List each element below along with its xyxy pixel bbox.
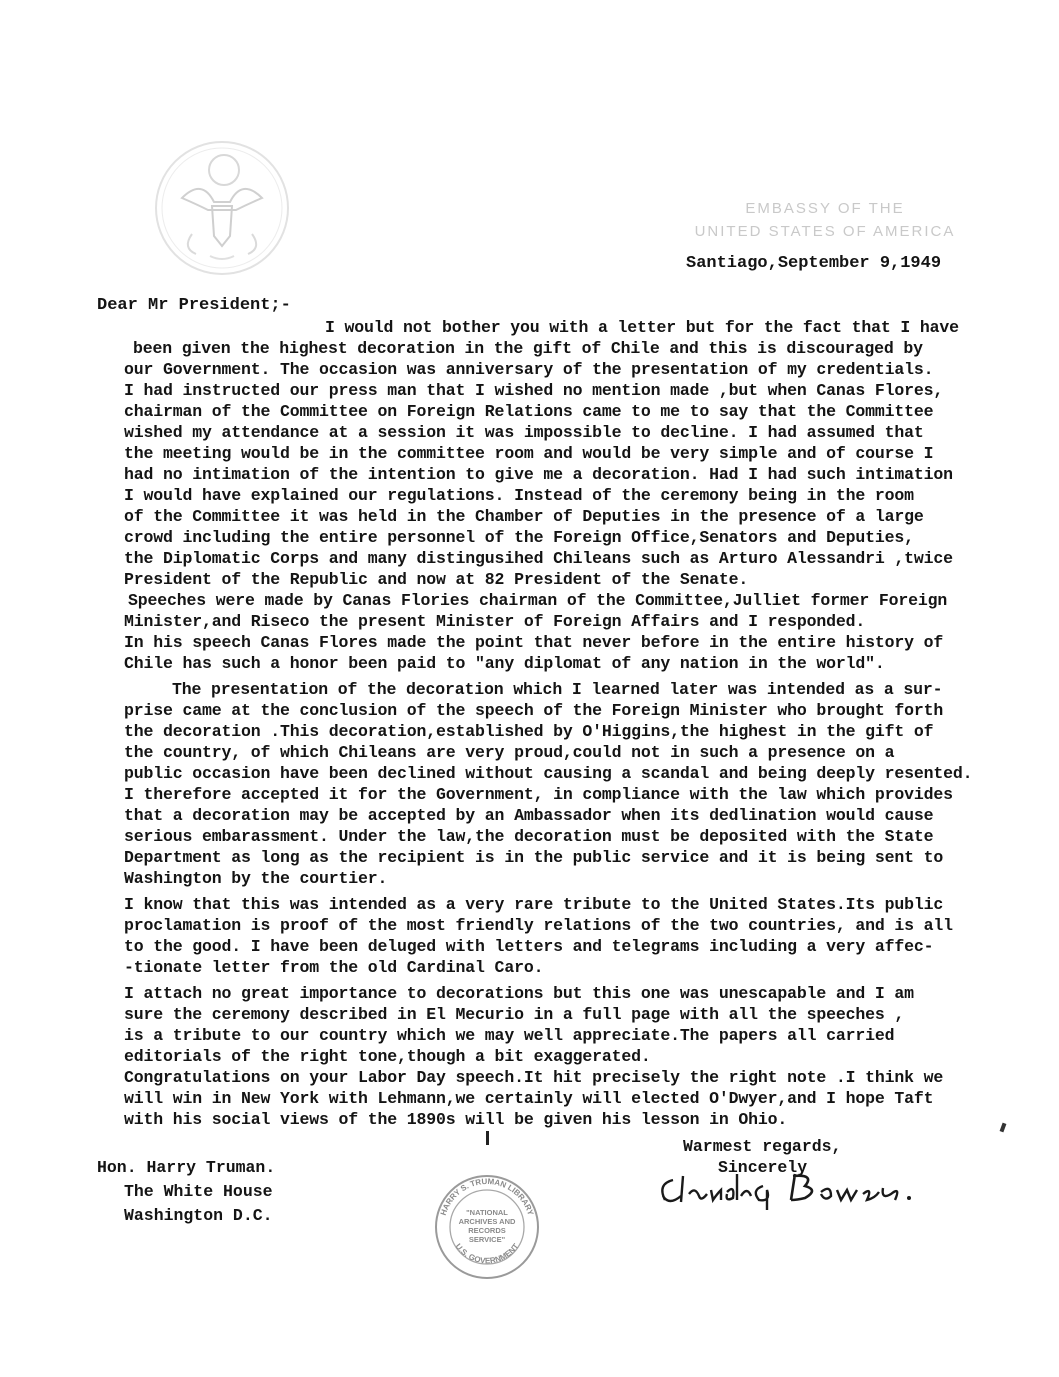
closing-sincerely: Sincerely: [718, 1158, 808, 1177]
body-line: I would not bother you with a letter but for the fact that I have: [325, 318, 959, 337]
body-line: to the good. I have been deluged with letters and telegrams including a very affec-: [124, 937, 934, 956]
body-line: Speeches were made by Canas Flories chairman of the Committee,Julliet former Foreign: [128, 591, 948, 610]
body-line: the decoration .This decoration,established by O'Higgins,the highest in the gift of: [124, 722, 934, 741]
body-line: Chile has such a honor been paid to "any diplomat of any nation in the world".: [124, 654, 885, 673]
stamp-top-text: HARRY S. TRUMAN LIBRARY: [438, 1176, 536, 1217]
body-line: with his social views of the 1890s will be given his lesson in Ohio.: [124, 1110, 788, 1129]
body-line: I attach no great importance to decorations but this one was unescapable and I am: [124, 984, 914, 1003]
stamp-bottom-text: U.S. GOVERNMENT: [453, 1241, 521, 1266]
stamp-center-text: "NATIONAL ARCHIVES AND RECORDS SERVICE": [458, 1208, 516, 1244]
body-line: had no intimation of the intention to give me a decoration. Had I had such intimation: [124, 465, 953, 484]
body-line: proclamation is proof of the most friendly relations of the two countries, and is all: [124, 916, 953, 935]
recipient-name: Hon. Harry Truman.: [97, 1158, 276, 1177]
recipient-address-2: Washington D.C.: [124, 1206, 273, 1225]
body-line: is a tribute to our country which we may well appreciate.The papers all carried: [124, 1026, 895, 1045]
letterhead-line-1: EMBASSY OF THE: [745, 200, 905, 217]
body-line: In his speech Canas Flores made the point that never before in the entire history of: [124, 633, 944, 652]
body-line: the Diplomatic Corps and many distingusihed Chileans such as Arturo Alessandri ,twice: [124, 549, 953, 568]
body-line: crowd including the entire personnel of the Foreign Office,Senators and Deputies,: [124, 528, 914, 547]
body-line: The presentation of the decoration which I learned later was intended as a sur-: [172, 680, 943, 699]
embossed-eagle-seal-icon: [152, 138, 292, 278]
recipient-address-1: The White House: [124, 1182, 273, 1201]
stray-ink-tick: [1000, 1123, 1007, 1133]
body-line: editorials of the right tone,though a bit exaggerated.: [124, 1047, 651, 1066]
body-line: of the Committee it was held in the Chamber of Deputies in the presence of a large: [124, 507, 924, 526]
body-line: will win in New York with Lehmann,we certainly will elected O'Dwyer,and I hope Taft: [124, 1089, 934, 1108]
closing-regards: Warmest regards,: [683, 1137, 842, 1156]
body-line: I know that this was intended as a very rare tribute to the United States.Its public: [124, 895, 944, 914]
national-archives-stamp: [432, 1172, 542, 1282]
body-line: -tionate letter from the old Cardinal Caro.: [124, 958, 544, 977]
body-line: I had instructed our press man that I wished no mention made ,but when Canas Flores,: [124, 381, 944, 400]
body-line: public occasion have been declined without causing a scandal and being deeply resented.: [124, 764, 973, 783]
body-line: prise came at the conclusion of the speech of the Foreign Minister who brought forth: [124, 701, 944, 720]
body-line: Minister,and Riseco the present Minister of Foreign Affairs and I responded.: [124, 612, 866, 631]
recipient-block: [97, 1156, 276, 1228]
body-line: wished my attendance at a session it was impossible to decline. I had assumed that: [124, 423, 924, 442]
body-line: sure the ceremony described in El Mecurio in a full page with all the speeches ,: [124, 1005, 905, 1024]
body-line: Department as long as the recipient is in the public service and it is being sent to: [124, 848, 944, 867]
body-line: I therefore accepted it for the Government, in compliance with the law which provides: [124, 785, 953, 804]
dateline: Santiago,September 9,1949: [686, 254, 942, 273]
handwritten-signature: [655, 1166, 965, 1216]
body-line: the country, of which Chileans are very proud,could not in such a presence on a: [124, 743, 895, 762]
body-line: serious embarassment. Under the law,the decoration must be deposited with the State: [124, 827, 934, 846]
body-line: our Government. The occasion was anniversary of the presentation of my credentials.: [124, 360, 934, 379]
body-line: that a decoration may be accepted by an Ambassador when its dedlination would cause: [124, 806, 934, 825]
body-line: the meeting would be in the committee room and would be very simple and of course I: [124, 444, 934, 463]
body-line: President of the Republic and now at 82 President of the Senate.: [124, 570, 749, 589]
stray-ink-mark: [486, 1131, 489, 1145]
body-line: Congratulations on your Labor Day speech.It hit precisely the right note .I think we: [124, 1068, 944, 1087]
embassy-letterhead: [660, 197, 990, 243]
body-line: chairman of the Committee on Foreign Relations came to me to say that the Committee: [124, 402, 934, 421]
body-line: been given the highest decoration in the gift of Chile and this is discouraged by: [133, 339, 923, 358]
body-line: Washington by the courtier.: [124, 869, 388, 888]
letterhead-line-2: UNITED STATES OF AMERICA: [694, 223, 956, 240]
salutation: Dear Mr President;-: [97, 296, 291, 315]
body-line: I would have explained our regulations. Instead of the ceremony being in the room: [124, 486, 914, 505]
